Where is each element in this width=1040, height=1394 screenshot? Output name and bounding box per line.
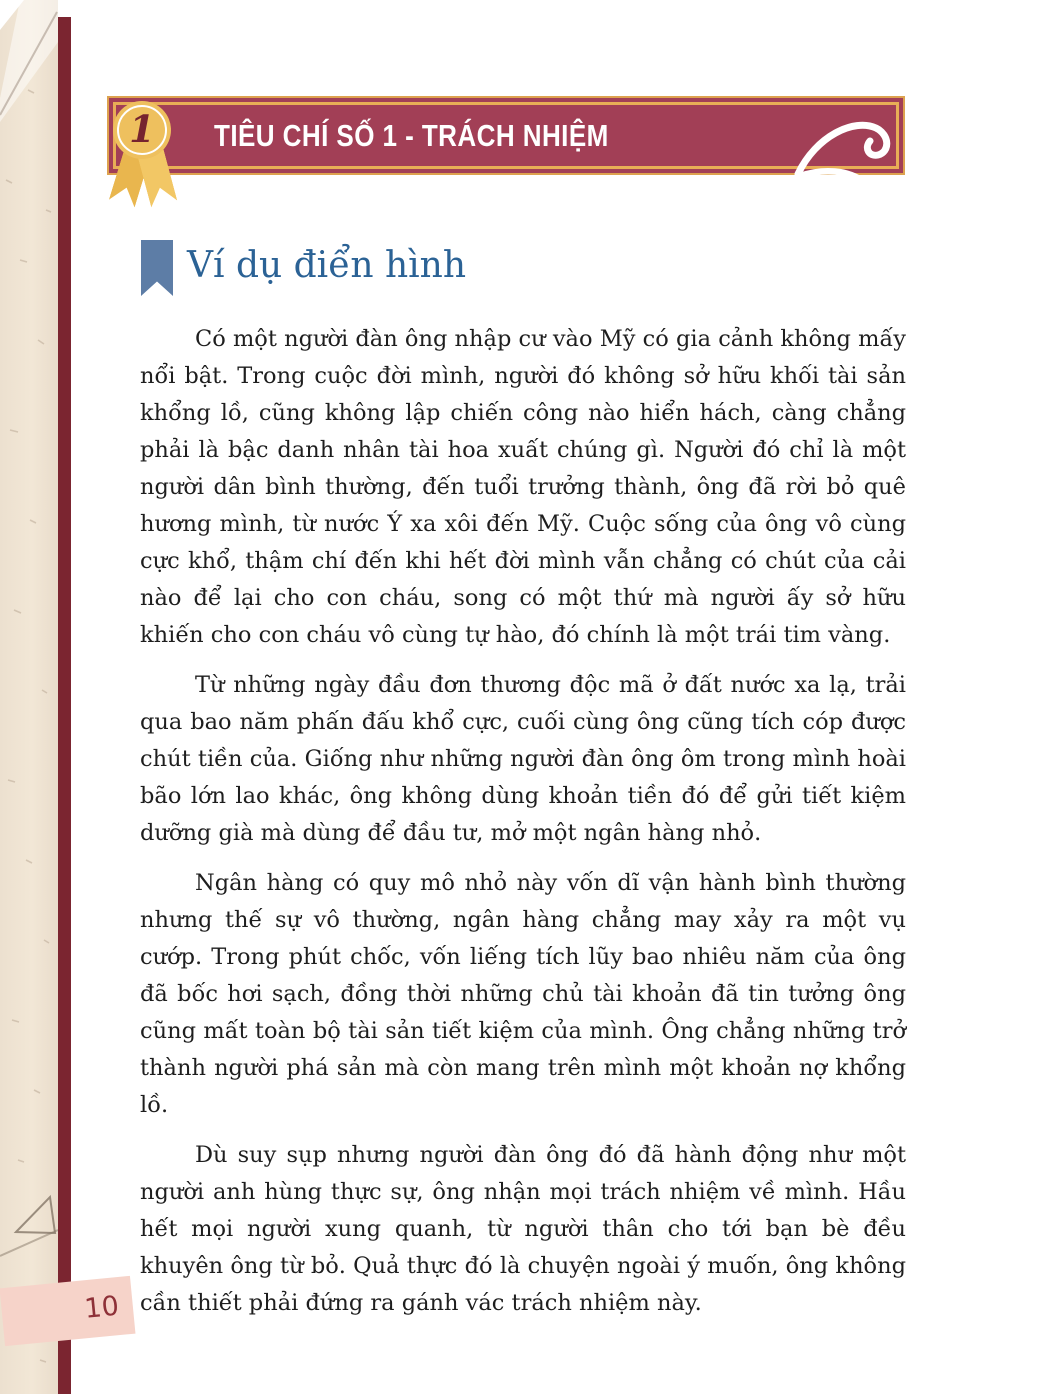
body-text [140, 321, 906, 1335]
paragraph: Từ những ngày đầu đơn thương độc mã ở đất nước xa lạ, trải qua bao năm phấn đấu khổ cực, cuối cùng ông cũng tích cóp được chút tiền của. Giống như những người đàn ông ôm trong mình hoài bão lớn lao khác, ông không dùng khoản tiền đó để gửi tiết kiệm dưỡng già mà dùng để đầu tư, mở một ngân hàng nhỏ. [140, 672, 906, 846]
section-heading: Ví dụ điển hình [187, 245, 467, 286]
paragraph: Dù suy sụp nhưng người đàn ông đó đã hành động như một người anh hùng thực sự, ông nhận mọi trách nhiệm về mình. Hầu hết mọi người xung quanh, từ người thân cho tới bạn bè đều khuyên ông từ bỏ. Quả thực đó là chuyện ngoài ý muốn, ông không cần thiết phải đứng ra gánh vác trách nhiệm này. [140, 1142, 906, 1316]
page-number: 10 [83, 1290, 121, 1325]
medal-circle-icon [113, 101, 171, 159]
bookmark-icon [141, 240, 173, 296]
paper-texture [0, 0, 58, 1394]
chapter-title: TIÊU CHÍ SỐ 1 - TRÁCH NHIỆM [214, 117, 609, 153]
flourish-icon [790, 110, 902, 212]
paragraph: Ngân hàng có quy mô nhỏ này vốn dĩ vận hành bình thường nhưng thế sự vô thường, ngân hàng chẳng may xảy ra một vụ cướp. Trong phút chốc, vốn liếng tích lũy bao nhiêu năm của ông đã bốc hơi sạch, đồng thời những chủ tài khoản đã tin tưởng ông cũng mất toàn bộ tài sản tiết kiệm của mình. Ông chẳng những trở thành người phá sản mà còn mang trên mình một khoản nợ khổng lồ. [140, 870, 906, 1118]
paragraph: Có một người đàn ông nhập cư vào Mỹ có gia cảnh không mấy nổi bật. Trong cuộc đời mình, người đó không sở hữu khối tài sản khổng lồ, cũng không lập chiến công nào hiển hách, càng chẳng phải là bậc danh nhân tài hoa xuất chúng gì. Người đó chỉ là một người dân bình thường, đến tuổi trưởng thành, ông đã rời bỏ quê hương mình, từ nước Ý xa xôi đến Mỹ. Cuộc sống của ông vô cùng cực khổ, thậm chí đến khi hết đời mình vẫn chẳng có chút của cải nào để lại cho con cháu, song có một thứ mà người ấy sở hữu khiến cho con cháu vô cùng tự hào, đó chính là một trái tim vàng. [140, 326, 906, 648]
page-number-plate [0, 1276, 135, 1346]
sketch-triangle-icon [16, 1197, 55, 1233]
paper-texture-marks [0, 0, 58, 1394]
spine-strip [58, 17, 71, 1394]
chapter-banner [107, 96, 905, 175]
medal-number: 1 [129, 106, 155, 151]
medal-badge-icon [110, 99, 180, 211]
